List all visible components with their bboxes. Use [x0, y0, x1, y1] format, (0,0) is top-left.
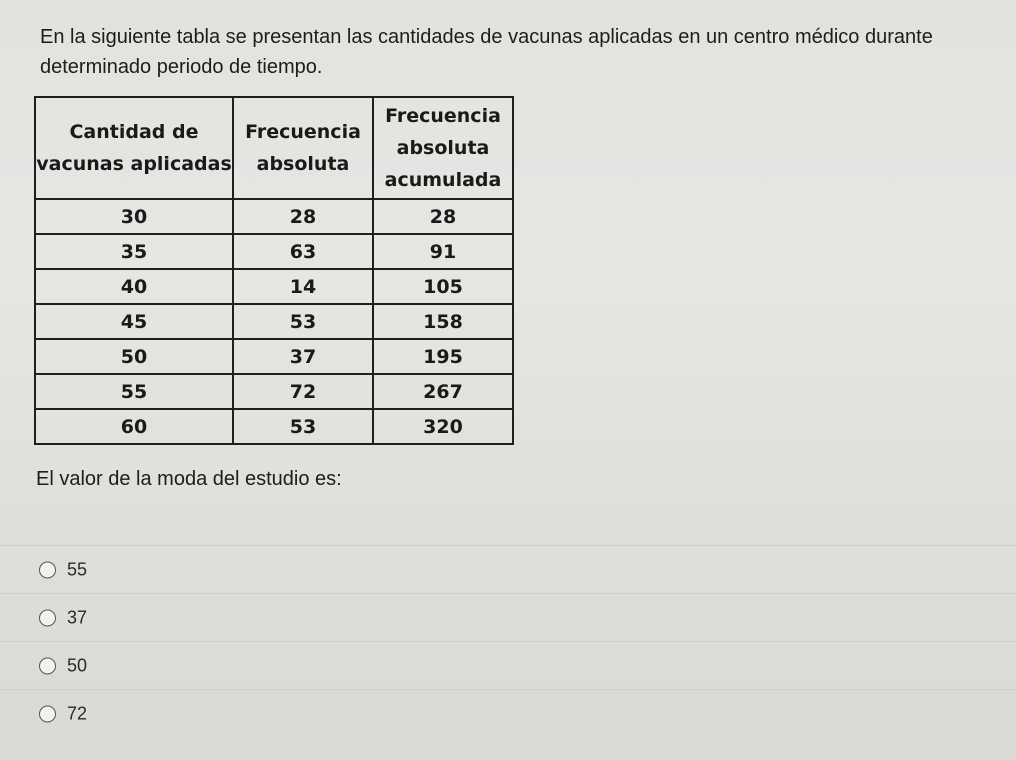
radio-button[interactable] — [39, 657, 56, 674]
question-intro: En la siguiente tabla se presentan las cantidades de vacunas aplicadas en un centro médico durante determinado periodo de tiempo. — [40, 26, 933, 78]
header-frecuencia-acumulada: Frecuencia absoluta acumulada — [373, 97, 513, 199]
cell-frecuencia: 72 — [233, 374, 373, 409]
option-label: 55 — [67, 559, 88, 579]
cell-cantidad: 35 — [35, 234, 233, 269]
option-label: 50 — [67, 655, 88, 675]
cell-acumulada: 91 — [373, 234, 513, 269]
cell-acumulada: 158 — [373, 304, 513, 339]
radio-button[interactable] — [39, 705, 56, 722]
table-row — [35, 234, 513, 269]
table-row — [35, 199, 513, 234]
table-row — [35, 409, 513, 444]
answer-option-3[interactable] — [0, 641, 1016, 689]
cell-cantidad: 40 — [35, 269, 233, 304]
cell-cantidad: 50 — [35, 339, 233, 374]
answer-option-1[interactable] — [0, 545, 1016, 593]
cell-cantidad: 60 — [35, 409, 233, 444]
frequency-table-container — [34, 96, 514, 445]
header-frecuencia-absoluta: Frecuencia absoluta — [233, 97, 373, 199]
radio-button[interactable] — [39, 609, 56, 626]
cell-frecuencia: 28 — [233, 199, 373, 234]
cell-frecuencia: 53 — [233, 409, 373, 444]
question-prompt: El valor de la moda del estudio es: — [36, 468, 342, 490]
cell-cantidad: 55 — [35, 374, 233, 409]
table-header-row — [35, 97, 513, 199]
option-label: 72 — [67, 703, 88, 723]
header-cantidad-vacunas: Cantidad de vacunas aplicadas — [35, 97, 233, 199]
cell-frecuencia: 14 — [233, 269, 373, 304]
cell-acumulada: 28 — [373, 199, 513, 234]
table-row — [35, 269, 513, 304]
cell-cantidad: 45 — [35, 304, 233, 339]
cell-cantidad: 30 — [35, 199, 233, 234]
answer-option-2[interactable] — [0, 593, 1016, 641]
cell-acumulada: 105 — [373, 269, 513, 304]
cell-frecuencia: 37 — [233, 339, 373, 374]
cell-acumulada: 267 — [373, 374, 513, 409]
radio-button[interactable] — [39, 561, 56, 578]
cell-acumulada: 195 — [373, 339, 513, 374]
cell-frecuencia: 63 — [233, 234, 373, 269]
option-label: 37 — [67, 607, 88, 627]
table-row — [35, 339, 513, 374]
answer-options — [0, 545, 1016, 737]
table-row — [35, 304, 513, 339]
frequency-table — [34, 96, 514, 445]
table-row — [35, 374, 513, 409]
answer-option-4[interactable] — [0, 689, 1016, 737]
cell-frecuencia: 53 — [233, 304, 373, 339]
cell-acumulada: 320 — [373, 409, 513, 444]
